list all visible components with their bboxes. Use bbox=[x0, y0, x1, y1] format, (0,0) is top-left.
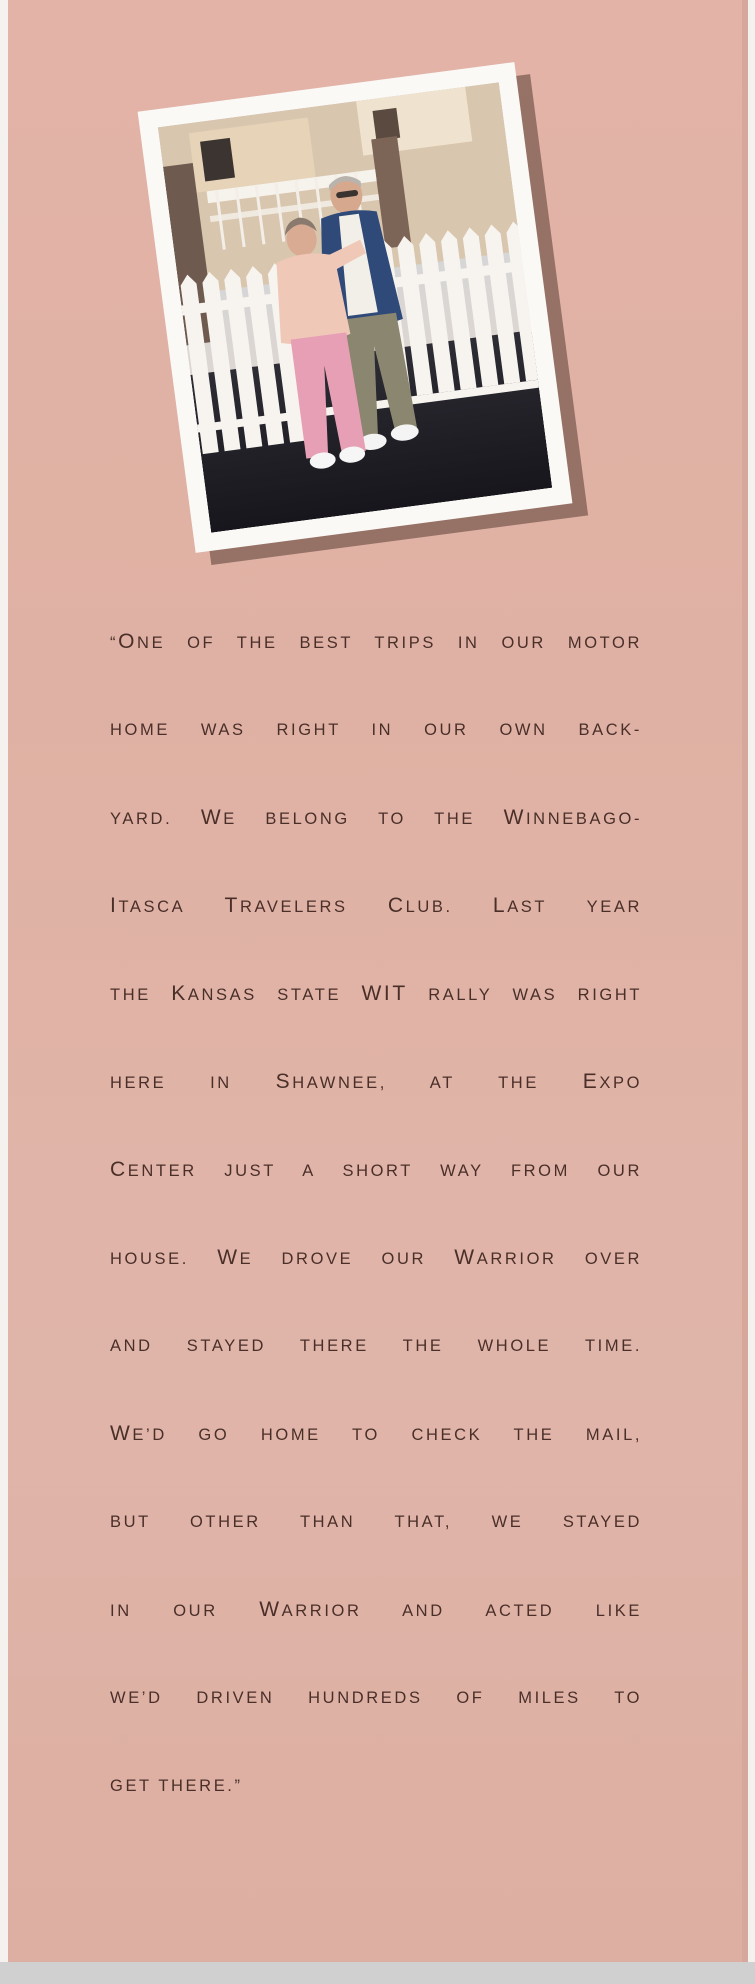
quote-line: YARD. WE BELONG TO THE WINNEBAGO- bbox=[110, 806, 643, 829]
testimonial-quote bbox=[110, 630, 642, 1862]
panel-edge bbox=[742, 0, 748, 1962]
couple-photo bbox=[158, 82, 552, 532]
quote-line: “ONE OF THE BEST TRIPS IN OUR MOTOR bbox=[110, 630, 642, 653]
quote-line: IN OUR WARRIOR AND ACTED LIKE bbox=[110, 1598, 642, 1621]
quote-line: HOUSE. WE DROVE OUR WARRIOR OVER bbox=[110, 1246, 642, 1269]
quote-line: HOME WAS RIGHT IN OUR OWN BACK- bbox=[110, 721, 642, 739]
quote-line: HERE IN SHAWNEE, AT THE EXPO bbox=[110, 1070, 642, 1093]
quote-line: WE’D GO HOME TO CHECK THE MAIL, bbox=[110, 1422, 643, 1445]
quote-line: ITASCA TRAVELERS CLUB. LAST YEAR bbox=[110, 894, 643, 917]
scan-edge-strip bbox=[0, 1962, 755, 1984]
couple-photo-illustration bbox=[158, 82, 552, 532]
photo-card bbox=[138, 62, 573, 553]
quote-line: THE KANSAS STATE WIT RALLY WAS RIGHT bbox=[110, 982, 643, 1005]
quote-line: CENTER JUST A SHORT WAY FROM OUR bbox=[110, 1158, 642, 1181]
photo-frame bbox=[138, 62, 573, 553]
quote-line: GET THERE.” bbox=[110, 1777, 243, 1795]
quote-line: BUT OTHER THAN THAT, WE STAYED bbox=[110, 1513, 643, 1531]
quote-line: AND STAYED THERE THE WHOLE TIME. bbox=[110, 1337, 642, 1355]
quote-line: WE’D DRIVEN HUNDREDS OF MILES TO bbox=[110, 1689, 643, 1707]
